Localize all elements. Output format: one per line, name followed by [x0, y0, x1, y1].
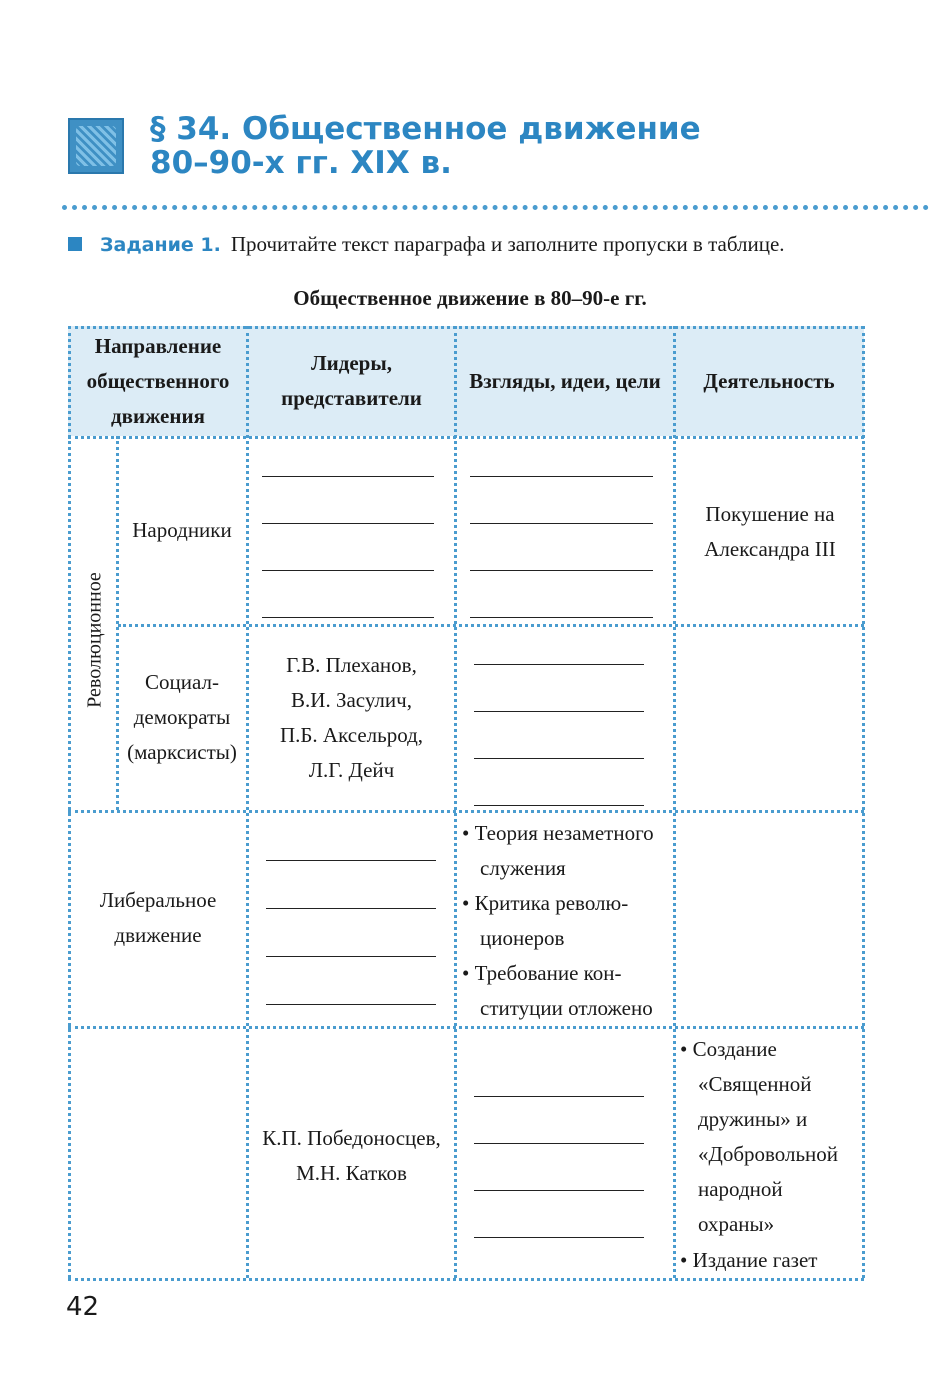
grid-line	[454, 326, 457, 1278]
fill-blank[interactable]	[470, 523, 653, 524]
grid-line	[68, 326, 71, 1278]
row-liberal-name: Либеральное движение	[99, 888, 217, 947]
page-number: 42	[66, 1292, 100, 1322]
grid-line	[862, 326, 865, 1278]
header-leaders: Лидеры, представители	[281, 351, 422, 410]
fill-blank[interactable]	[470, 570, 653, 571]
divider	[62, 205, 929, 210]
fill-blank[interactable]	[474, 711, 644, 712]
header-direction: Направление общественного движения	[86, 333, 230, 428]
fill-blank[interactable]	[474, 805, 644, 806]
heading-line-1: § 34. Общественное движение	[150, 111, 701, 147]
row-conservative-leaders: К.П. Победоносцев, М.Н. Катков	[262, 1126, 441, 1185]
row-liberal-view-3: • Требование кон- ституции отложено	[462, 961, 653, 1020]
heading-line-2: 80–90-х гг. XIX в.	[150, 145, 452, 181]
fill-blank[interactable]	[262, 617, 434, 618]
task-label: Задание 1.	[100, 234, 221, 256]
fill-blank[interactable]	[262, 570, 434, 571]
row-socdem-name: Социал- демократы (марксисты)	[127, 669, 237, 764]
fill-blank[interactable]	[474, 1190, 644, 1191]
grid-line	[673, 326, 676, 1278]
row-conservative-activity-2: • Издание газет	[680, 1248, 818, 1272]
fill-blank[interactable]	[266, 908, 436, 909]
fill-blank[interactable]	[266, 1004, 436, 1005]
fill-blank[interactable]	[474, 1143, 644, 1144]
task-line	[68, 232, 888, 257]
fill-blank[interactable]	[470, 476, 653, 477]
fill-blank[interactable]	[262, 523, 434, 524]
row-socdem-leaders: Г.В. Плеханов, В.И. Засулич, П.Б. Аксельрод, Л.Г. Дейч	[279, 653, 424, 782]
header-activity: Деятельность	[703, 368, 835, 393]
row-narodniki-activity: Покушение на Александра III	[704, 502, 836, 561]
section-logo-icon	[68, 118, 124, 174]
table-title: Общественное движение в 80–90-е гг.	[293, 286, 647, 310]
group-label-revolutionary: Революционное	[83, 572, 106, 708]
fill-blank[interactable]	[266, 956, 436, 957]
grid-line	[68, 1278, 864, 1281]
fill-blank[interactable]	[262, 476, 434, 477]
row-liberal-view-2: • Критика револю- ционеров	[462, 891, 629, 950]
task-text: Прочитайте текст параграфа и заполните пропуски в таблице.	[230, 232, 785, 256]
fill-blank[interactable]	[474, 758, 644, 759]
header-views: Взгляды, идеи, цели	[469, 368, 661, 393]
row-narodniki-name: Народники	[132, 517, 232, 542]
fill-blank[interactable]	[474, 664, 644, 665]
fill-blank[interactable]	[470, 617, 653, 618]
fill-blank[interactable]	[266, 860, 436, 861]
fill-blank[interactable]	[474, 1237, 644, 1238]
grid-line	[68, 1026, 864, 1029]
row-conservative-activity-1: • Создание «Священной дружины» и «Добровольной народной охраны»	[680, 1037, 839, 1236]
fill-blank[interactable]	[474, 1096, 644, 1097]
square-bullet-icon	[68, 237, 82, 251]
section-heading	[150, 112, 870, 180]
row-liberal-view-1: • Теория незаметного служения	[462, 821, 654, 880]
